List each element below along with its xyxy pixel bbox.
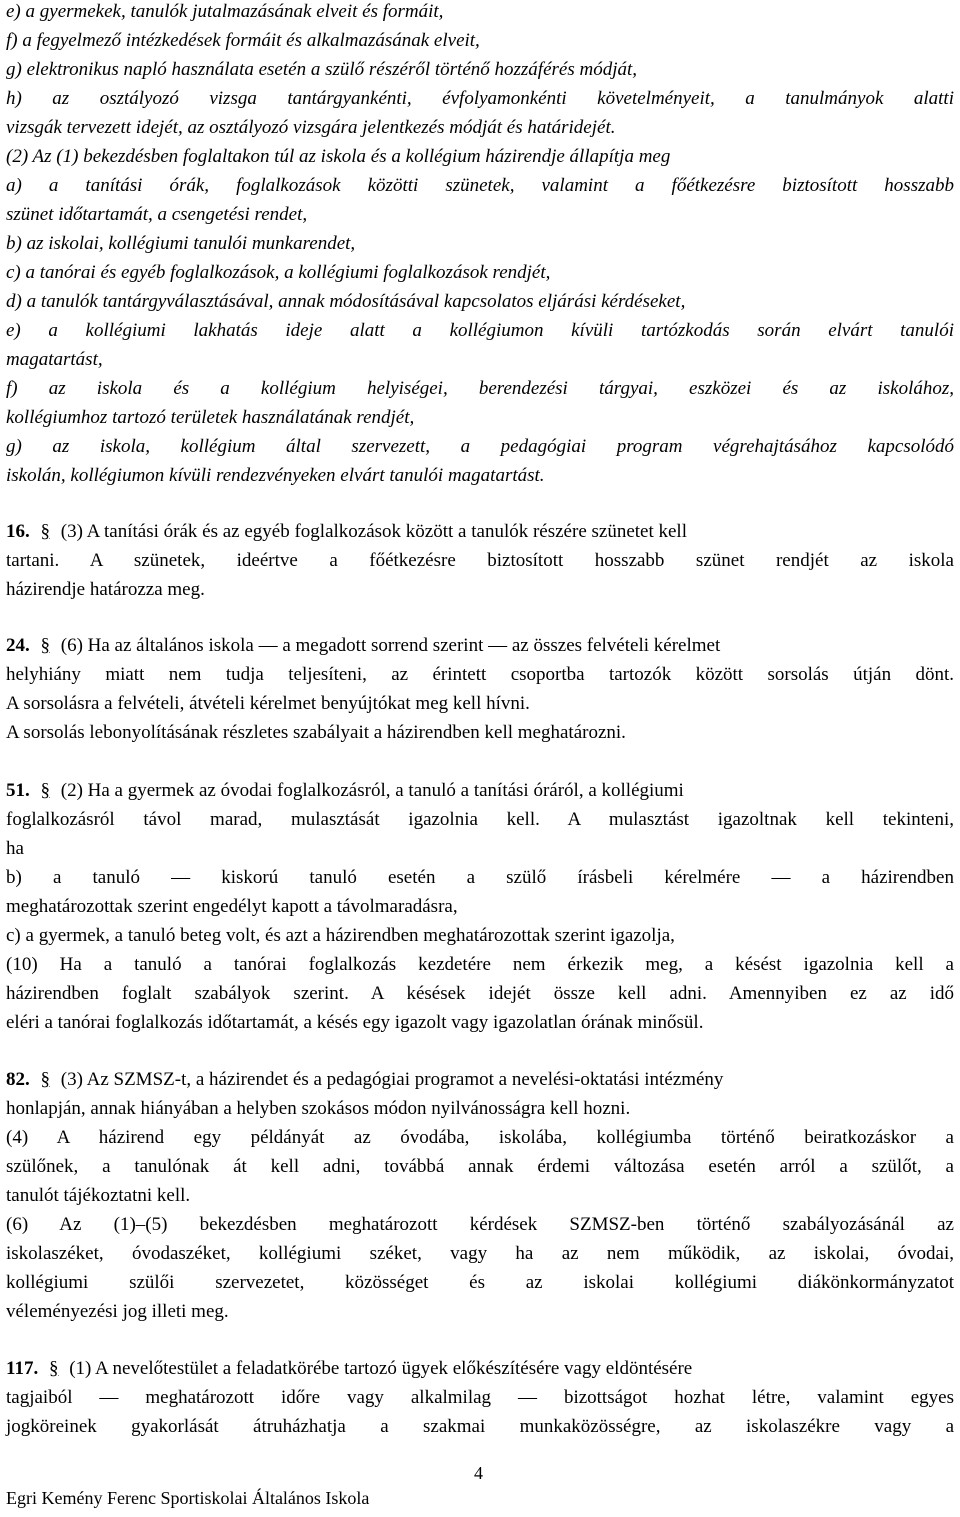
section-24-line-3: A sorsolásra a felvételi, átvételi kérelmet benyújtókat meg kell hívni.: [6, 693, 530, 714]
section-text: (2) Ha a gyermek az óvodai foglalkozásról, a tanuló a tanítási óráról, a kollégiumi: [60, 780, 684, 801]
list-item-e: e) a gyermekek, tanulók jutalmazásának elveit és formáit,: [6, 1, 444, 22]
list-item-g2: g) az iskola, kollégium által szervezett, a pedagógiai program végrehajtásához kapcsolódó: [6, 436, 954, 457]
section-text: (3) Az SZMSZ-t, a házirendet és a pedagógiai programot a nevelési-oktatási intézmény: [60, 1069, 724, 1090]
section-51-line-7: (10) Ha a tanuló a tanórai foglalkozás kezdetére nem érkezik meg, a késést igazolnia kell a: [6, 954, 954, 975]
section-51-line-6: c) a gyermek, a tanuló beteg volt, és azt a házirendben meghatározottak szerint igazolja,: [6, 925, 675, 946]
section-16-line-2: tartani. A szünetek, ideértve a főétkezésre biztosított hosszabb szünet rendjét az iskola: [6, 550, 954, 571]
section-82-line-4: szülőnek, a tanulónak át kell adni, továbbá annak érdemi változása esetén arról a szülőt, a: [6, 1156, 954, 1177]
section-number: 16.: [6, 521, 30, 542]
section-82-line-1: [6, 1066, 954, 1094]
section-82-line-2: honlapján, annak hiányában a helyben szokásos módon nyilvánosságra kell hozni.: [6, 1098, 631, 1119]
section-text: (1) A nevelőtestület a feladatkörébe tartozó ügyek előkészítésére vagy eldöntésére: [69, 1358, 693, 1379]
section-117-line-1: [6, 1355, 954, 1383]
paragraph-sign: §: [40, 780, 50, 801]
section-24-line-1: [6, 632, 954, 660]
section-117-line-2: tagjaiból — meghatározott időre vagy alkalmilag — bizottságot hozhat létre, valamint egyes: [6, 1387, 954, 1408]
list-item-e2-cont: magatartást,: [6, 349, 103, 370]
section-number: 117.: [6, 1358, 39, 1379]
section-51-line-3: ha: [6, 838, 24, 859]
section-24-line-2: helyhiány miatt nem tudja teljesíteni, az érintett csoportba tartozók között sorsolás útján dönt.: [6, 664, 954, 685]
paragraph-sign: §: [40, 1069, 50, 1090]
paragraph-sign: §: [40, 635, 50, 656]
section-number: 82.: [6, 1069, 30, 1090]
list-item-d: d) a tanulók tantárgyválasztásával, annak módosításával kapcsolatos eljárási kérdéseket,: [6, 291, 686, 312]
section-82-line-5: tanulót tájékoztatni kell.: [6, 1185, 191, 1206]
section-51-line-4: b) a tanuló — kiskorú tanuló esetén a szülő írásbeli kérelmére — a házirendben: [6, 867, 954, 888]
paragraph-2-lead: (2) Az (1) bekezdésben foglaltakon túl az iskola és a kollégium házirendje állapítja meg: [6, 146, 671, 167]
section-117-line-3: jogköreinek gyakorlását átruházhatja a szakmai munkaközösségre, az iskolaszékre vagy a: [6, 1416, 954, 1437]
section-text: (6) Ha az általános iskola — a megadott sorrend szerint — az összes felvételi kérelmet: [60, 635, 721, 656]
section-82-line-6: (6) Az (1)–(5) bekezdésben meghatározott kérdések SZMSZ-ben történő szabályozásánál az: [6, 1214, 954, 1235]
section-82-line-3: (4) A házirend egy példányát az óvodába, iskolába, kollégiumba történő beiratkozáskor a: [6, 1127, 954, 1148]
paragraph-sign: §: [40, 521, 50, 542]
list-item-e2: e) a kollégiumi lakhatás ideje alatt a kollégiumon kívüli tartózkodás során elvárt tanulói: [6, 320, 954, 341]
list-item-f: f) a fegyelmező intézkedések formáit és alkalmazásának elveit,: [6, 30, 480, 51]
paragraph-sign: §: [48, 1358, 59, 1379]
section-16-line-1: [6, 518, 954, 546]
list-item-f2-cont: kollégiumhoz tartozó területek használatának rendjét,: [6, 407, 415, 428]
section-51-line-9: eléri a tanórai foglalkozás időtartamát, a késés egy igazolt vagy igazolatlan órának minősül.: [6, 1012, 704, 1033]
section-51-line-2: foglalkozásról távol marad, mulasztását igazolnia kell. A mulasztást igazoltnak kell tekinteni,: [6, 809, 954, 830]
section-51-line-1: [6, 777, 954, 805]
section-text: (3) A tanítási órák és az egyéb foglalkozások között a tanulók részére szünetet kell: [60, 521, 687, 542]
page-number: 4: [474, 1463, 483, 1483]
list-item-a-cont: szünet időtartamát, a csengetési rendet,: [6, 204, 308, 225]
list-item-c: c) a tanórai és egyéb foglalkozások, a kollégiumi foglalkozások rendjét,: [6, 262, 551, 283]
section-number: 51.: [6, 780, 30, 801]
list-item-a: a) a tanítási órák, foglalkozások közötti szünetek, valamint a főétkezésre biztosított hosszabb: [6, 175, 954, 196]
list-item-b: b) az iskolai, kollégiumi tanulói munkarendet,: [6, 233, 356, 254]
list-item-h: h) az osztályozó vizsga tantárgyankénti, évfolyamonkénti követelményeit, a tanulmányok alatti: [6, 88, 954, 109]
list-item-h-cont: vizsgák tervezett idejét, az osztályozó vizsgára jelentkezés módját és határidejét.: [6, 117, 616, 138]
section-51-line-5: meghatározottak szerint engedélyt kapott a távolmaradásra,: [6, 896, 458, 917]
section-51-line-8: házirendben foglalt szabályok szerint. A késések idejét össze kell adni. Amennyiben ez az idő: [6, 983, 954, 1004]
section-82-line-9: véleményezési jog illeti meg.: [6, 1301, 229, 1322]
list-item-g: g) elektronikus napló használata esetén a szülő részéről történő hozzáférés módját,: [6, 59, 637, 80]
section-16-line-3: házirendje határozza meg.: [6, 579, 205, 600]
list-item-f2: f) az iskola és a kollégium helyiségei, berendezési tárgyai, eszközei és az iskolához,: [6, 378, 954, 399]
footer-school-name: Egri Kemény Ferenc Sportiskolai Általános Iskola: [6, 1488, 370, 1508]
list-item-g2-cont: iskolán, kollégiumon kívüli rendezvényeken elvárt tanulói magatartást.: [6, 465, 545, 486]
section-82-line-8: kollégiumi szülői szervezetet, közösséget és az iskolai kollégiumi diákönkormányzatot: [6, 1272, 954, 1293]
section-82-line-7: iskolaszéket, óvodaszéket, kollégiumi széket, vagy ha az nem működik, az iskolai, óvodai,: [6, 1243, 954, 1264]
section-24-line-4: A sorsolás lebonyolításának részletes szabályait a házirendben kell meghatározni.: [6, 722, 626, 743]
section-number: 24.: [6, 635, 30, 656]
